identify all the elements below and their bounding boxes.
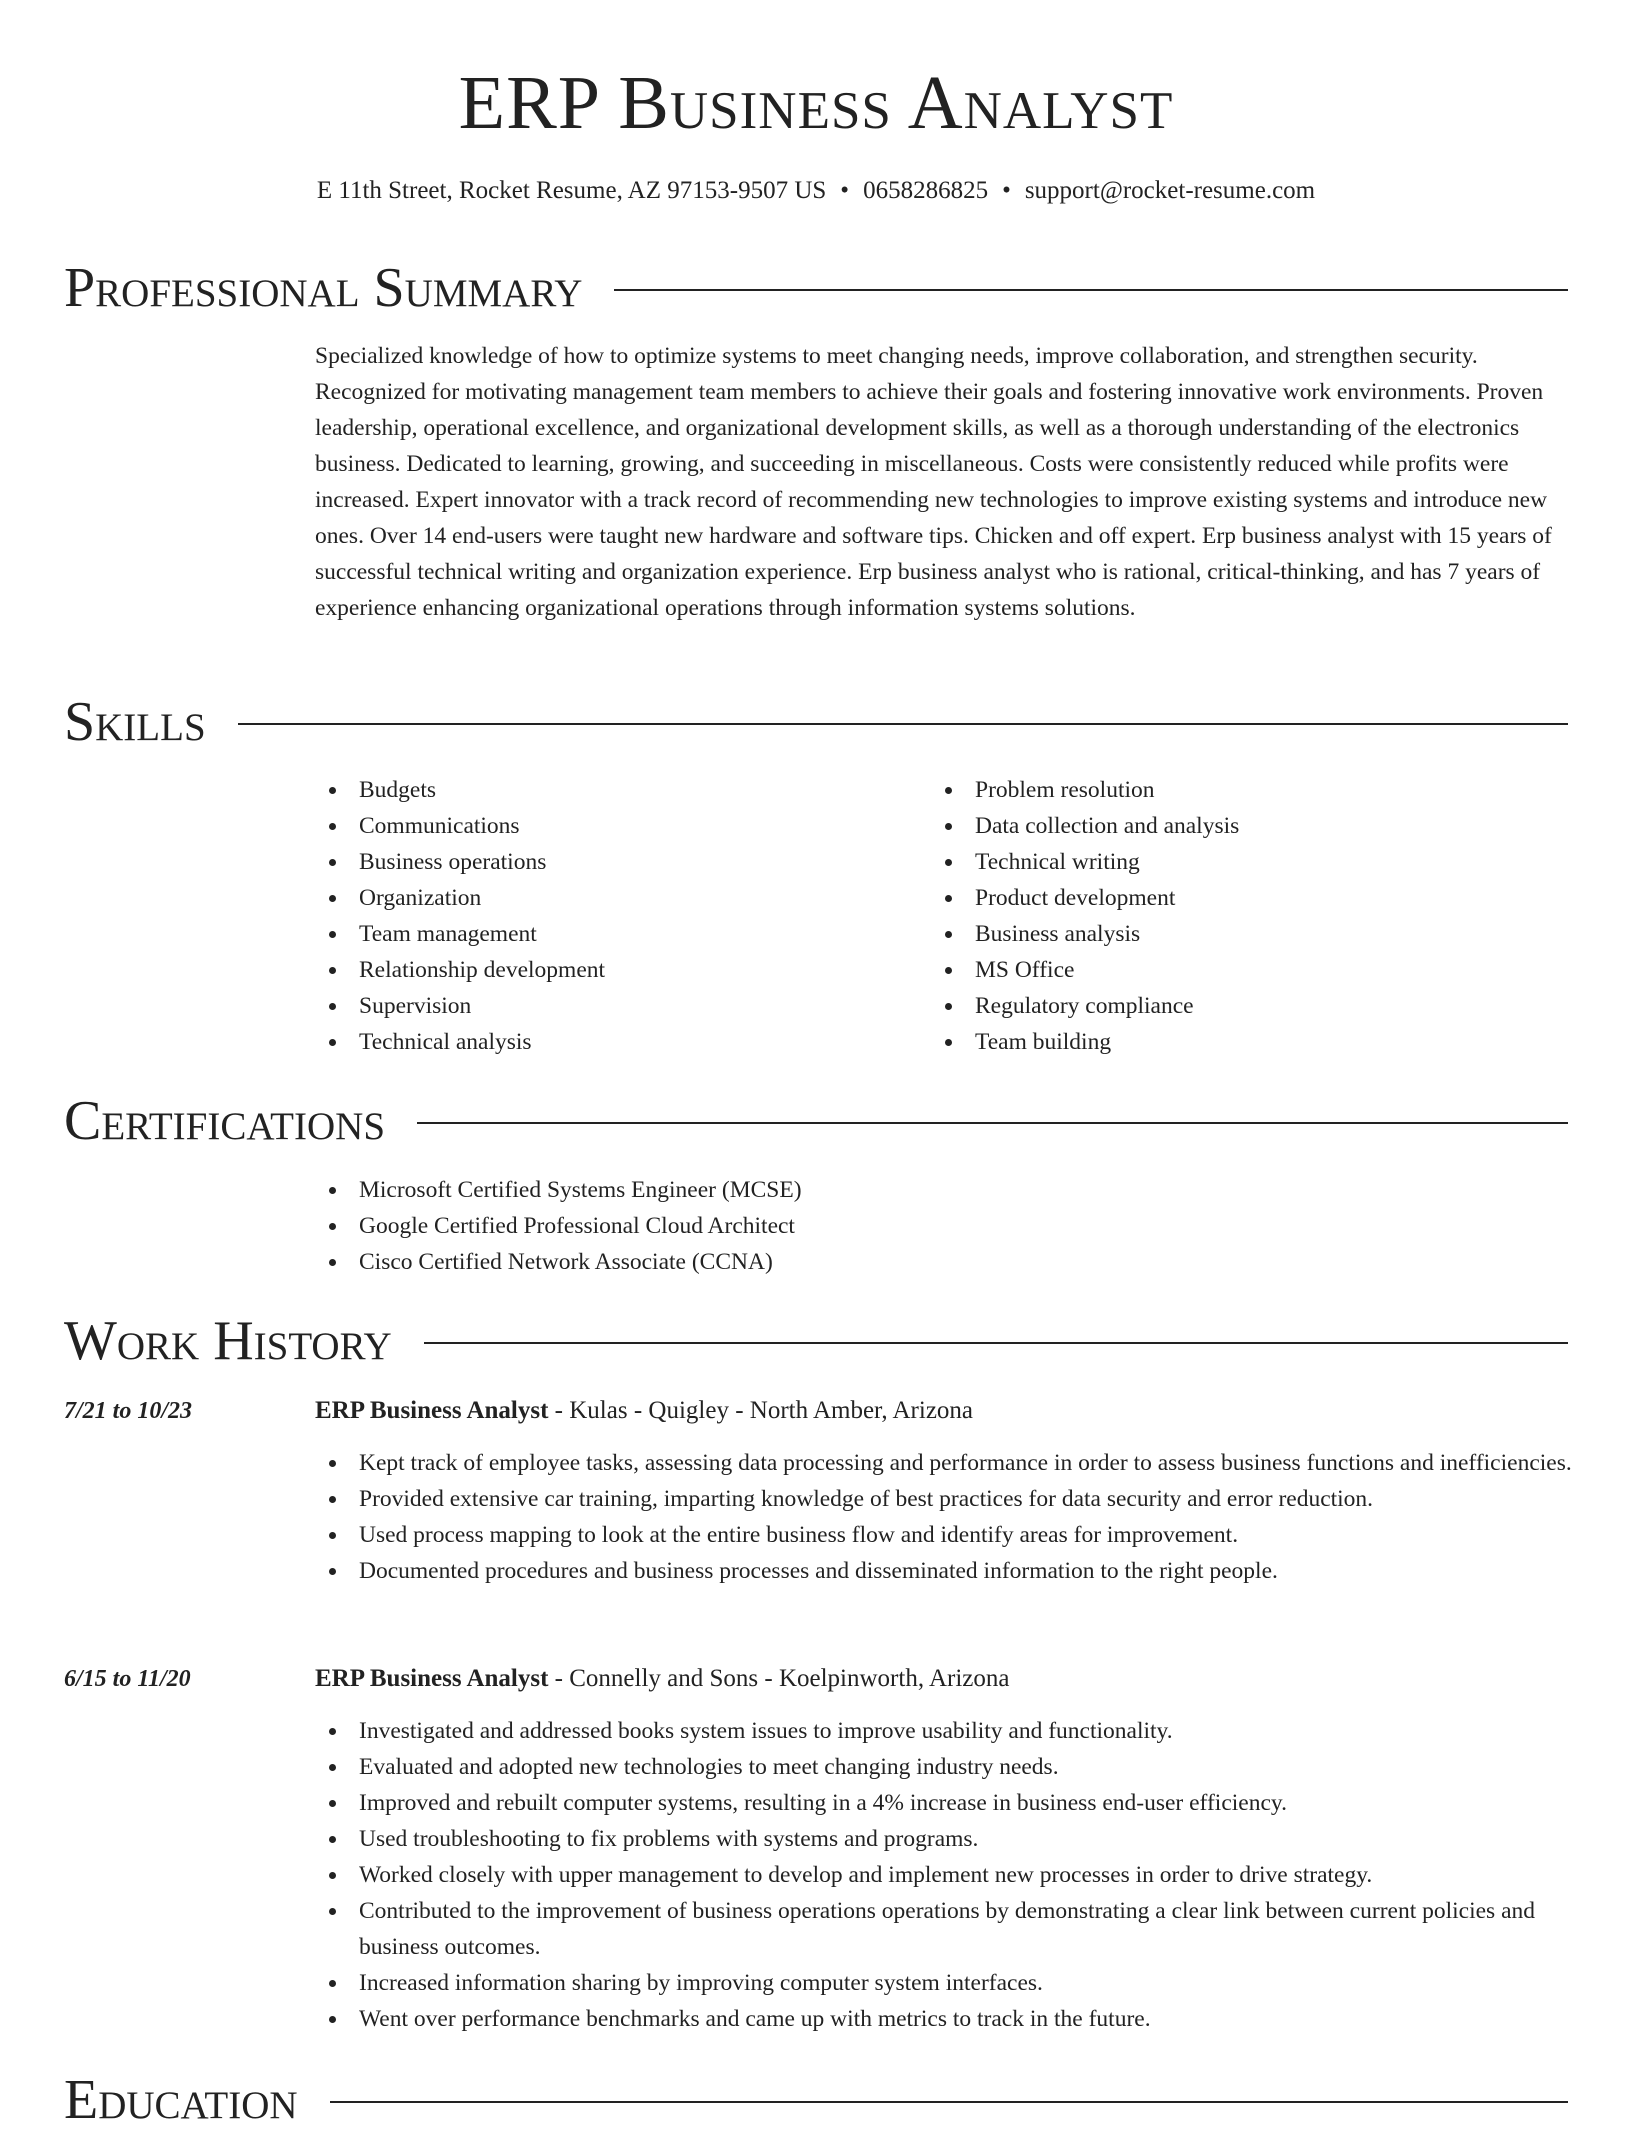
skill-item: Relationship development <box>315 952 895 988</box>
job-bullet: Contributed to the improvement of business operations operations by demonstrating a clear link between current policies and business outcomes. <box>315 1893 1575 1965</box>
section-divider <box>238 723 1568 725</box>
skill-item: Product development <box>931 880 1551 916</box>
job-title <box>315 1393 1575 1429</box>
skill-item: MS Office <box>931 952 1551 988</box>
job-bullets <box>315 1445 1575 1589</box>
certification-item: Google Certified Professional Cloud Architect <box>315 1208 1575 1244</box>
skills-list-right <box>931 772 1551 1060</box>
certification-item: Microsoft Certified Systems Engineer (MCSE) <box>315 1172 1575 1208</box>
skill-item: Business analysis <box>931 916 1551 952</box>
section-heading: Education <box>64 2069 298 2131</box>
skill-item: Data collection and analysis <box>931 808 1551 844</box>
section-divider <box>424 1342 1568 1344</box>
job-bullet: Used process mapping to look at the entire business flow and identify areas for improvement. <box>315 1517 1575 1553</box>
job-details: - Kulas - Quigley - North Amber, Arizona <box>548 1397 974 1424</box>
job-role: ERP Business Analyst <box>315 1665 549 1692</box>
skill-item: Technical writing <box>931 844 1551 880</box>
job-bullet: Increased information sharing by improving computer system interfaces. <box>315 1965 1575 2001</box>
skills-list-left <box>315 772 895 1060</box>
skill-item: Communications <box>315 808 895 844</box>
certification-item: Cisco Certified Network Associate (CCNA) <box>315 1244 1575 1280</box>
candidate-name: ERP Business Analyst <box>458 61 1174 145</box>
skills-section-header <box>64 692 1568 752</box>
job-bullet: Provided extensive car training, imparting knowledge of best practices for data security and error reduction. <box>315 1481 1575 1517</box>
job-bullets <box>315 1713 1575 2037</box>
skill-item: Problem resolution <box>931 772 1551 808</box>
certifications-section-header <box>64 1091 1568 1151</box>
section-heading: Professional Summary <box>64 257 583 319</box>
section-heading: Skills <box>64 691 206 753</box>
contact-email[interactable]: support@rocket-resume.com <box>1024 177 1316 204</box>
skill-item: Team building <box>931 1024 1551 1060</box>
job-bullet: Improved and rebuilt computer systems, resulting in a 4% increase in business end-user efficiency. <box>315 1785 1575 1821</box>
work-history-section-header <box>64 1311 1568 1371</box>
section-divider <box>614 289 1568 291</box>
job-role: ERP Business Analyst <box>315 1397 549 1424</box>
skill-item: Team management <box>315 916 895 952</box>
job-title <box>315 1661 1575 1697</box>
job-bullet: Kept track of employee tasks, assessing data processing and performance in order to assess business functions and inefficiencies. <box>315 1445 1575 1481</box>
contact-address: E 11th Street, Rocket Resume, AZ 97153-9507 US <box>316 177 827 204</box>
job-bullet: Went over performance benchmarks and came up with metrics to track in the future. <box>315 2001 1575 2037</box>
job-dates: 7/21 to 10/23 <box>64 1398 193 1424</box>
skill-item: Regulatory compliance <box>931 988 1551 1024</box>
job-bullet: Used troubleshooting to fix problems with systems and programs. <box>315 1821 1575 1857</box>
summary-text: Specialized knowledge of how to optimize systems to meet changing needs, improve collaboration, and strengthen security. Recognized for motivating management team members to achieve their goals and fostering innovative work environments. Proven leadership, operational excellence, and organizational development skills, as well as a thorough understanding of the electronics business. Dedicated to learning, growing, and succeeding in miscellaneous. Costs were consistently reduced while profits were increased. Expert innovator with a track record of recommending new technologies to improve existing systems and introduce new ones. Over 14 end-users were taught new hardware and software tips. Chicken and off expert. Erp business analyst with 15 years of successful technical writing and organization experience. Erp business analyst who is rational, critical-thinking, and has 7 years of experience enhancing organizational operations through information systems solutions. <box>315 343 1552 621</box>
section-divider <box>417 1122 1568 1124</box>
summary-section-header <box>64 258 1568 318</box>
skill-item: Supervision <box>315 988 895 1024</box>
education-section-header <box>64 2070 1568 2130</box>
section-divider <box>330 2101 1568 2103</box>
job-bullet: Documented procedures and business processes and disseminated information to the right people. <box>315 1553 1575 1589</box>
job-dates: 6/15 to 11/20 <box>64 1666 191 1692</box>
job-bullet: Evaluated and adopted new technologies to meet changing industry needs. <box>315 1749 1575 1785</box>
section-heading: Certifications <box>64 1090 386 1152</box>
skill-item: Business operations <box>315 844 895 880</box>
section-heading: Work History <box>64 1310 392 1372</box>
job-details: - Connelly and Sons - Koelpinworth, Arizona <box>548 1665 1010 1692</box>
contact-line <box>0 174 1632 208</box>
contact-phone[interactable]: 0658286825 <box>863 177 989 204</box>
job-bullet: Investigated and addressed books system issues to improve usability and functionality. <box>315 1713 1575 1749</box>
contact-separator: • <box>1002 177 1011 204</box>
skill-item: Organization <box>315 880 895 916</box>
skill-item: Technical analysis <box>315 1024 895 1060</box>
job-bullet: Worked closely with upper management to develop and implement new processes in order to drive strategy. <box>315 1857 1575 1893</box>
skill-item: Budgets <box>315 772 895 808</box>
contact-separator: • <box>840 177 850 204</box>
certifications-list <box>315 1172 1575 1280</box>
